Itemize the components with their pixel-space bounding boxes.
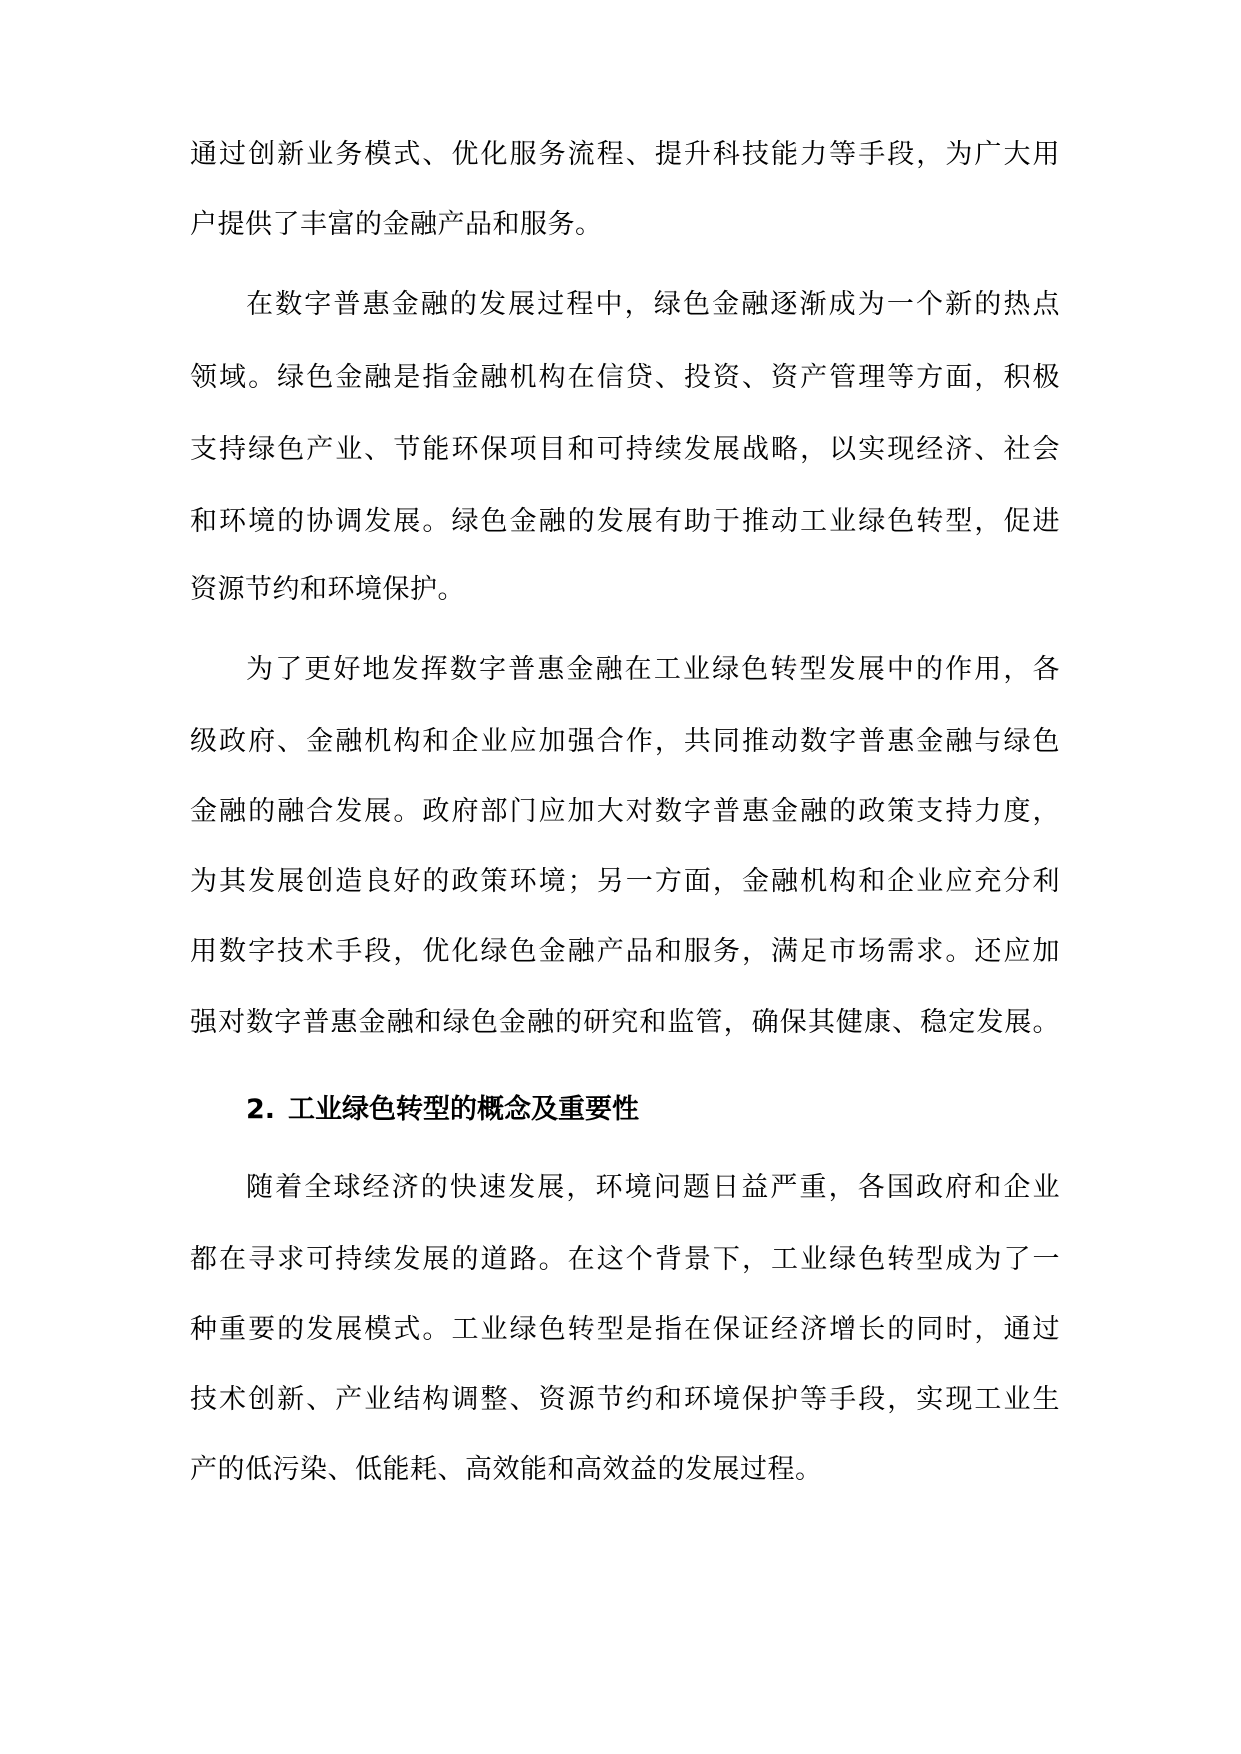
section-heading (246, 1090, 639, 1130)
paragraph-line: 随着全球经济的快速发展，环境问题日益严重，各国政府和企业 (246, 1172, 1060, 1203)
paragraph-line: 资源节约和环境保护。 (190, 574, 465, 605)
paragraph-line: 都在寻求可持续发展的道路。在这个背景下，工业绿色转型成为了一 (190, 1244, 1060, 1275)
paragraph-line: 用数字技术手段，优化绿色金融产品和服务，满足市场需求。还应加 (190, 936, 1060, 967)
paragraph-line: 领域。绿色金融是指金融机构在信贷、投资、资产管理等方面，积极 (190, 362, 1060, 393)
section-title: 工业绿色转型的概念及重要性 (288, 1094, 639, 1125)
paragraph-line: 和环境的协调发展。绿色金融的发展有助于推动工业绿色转型，促进 (190, 506, 1060, 537)
paragraph-line: 产的低污染、低能耗、高效能和高效益的发展过程。 (190, 1454, 823, 1485)
paragraph-line: 级政府、金融机构和企业应加强合作，共同推动数字普惠金融与绿色 (190, 726, 1060, 757)
paragraph-line: 为了更好地发挥数字普惠金融在工业绿色转型发展中的作用，各 (246, 654, 1060, 685)
paragraph-line: 在数字普惠金融的发展过程中，绿色金融逐渐成为一个新的热点 (246, 289, 1060, 320)
paragraph-line: 种重要的发展模式。工业绿色转型是指在保证经济增长的同时，通过 (190, 1314, 1060, 1345)
section-number: 2. (246, 1094, 276, 1125)
paragraph-line: 金融的融合发展。政府部门应加大对数字普惠金融的政策支持力度， (190, 796, 1060, 827)
paragraph-line: 户提供了丰富的金融产品和服务。 (190, 209, 603, 240)
paragraph-line: 强对数字普惠金融和绿色金融的研究和监管，确保其健康、稳定发展。 (190, 1007, 1060, 1038)
paragraph-line: 通过创新业务模式、优化服务流程、提升科技能力等手段，为广大用 (190, 139, 1060, 170)
paragraph-line: 为其发展创造良好的政策环境；另一方面，金融机构和企业应充分利 (190, 866, 1060, 897)
paragraph-line: 技术创新、产业结构调整、资源节约和环境保护等手段，实现工业生 (190, 1384, 1060, 1415)
paragraph-line: 支持绿色产业、节能环保项目和可持续发展战略，以实现经济、社会 (190, 434, 1060, 465)
